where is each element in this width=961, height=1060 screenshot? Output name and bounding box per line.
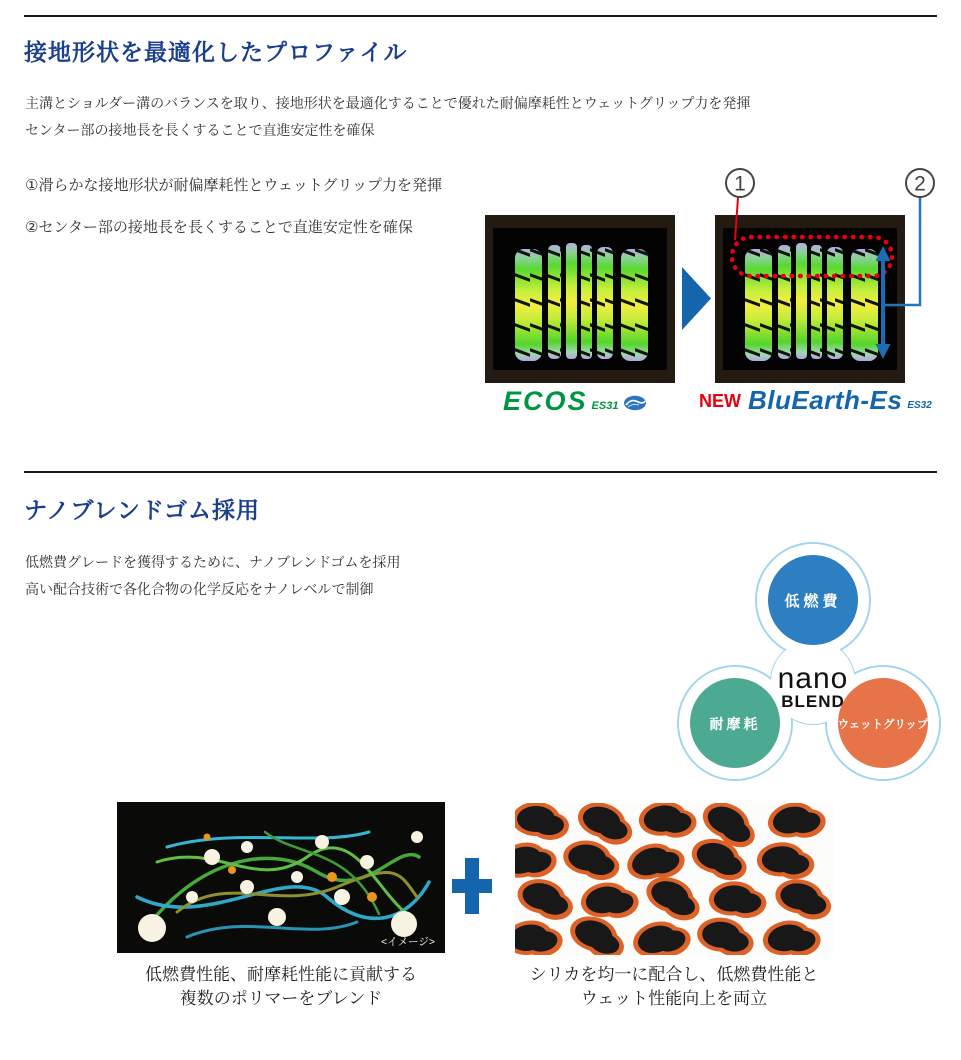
fuel-economy-label: 低燃費	[784, 593, 842, 610]
ecos-model-text: ES31	[591, 400, 619, 412]
contact-patch-before-image	[485, 215, 675, 383]
silica-caption-line-1: シリカを均一に配合し、低燃費性能と	[529, 965, 819, 984]
profile-paragraph-line-2: センター部の接地長を長くすることで直進安定性を確保	[25, 122, 375, 138]
nano-center-text: nano	[777, 662, 849, 695]
polymer-caption	[107, 963, 455, 1011]
callout-2-number: 2	[914, 172, 926, 196]
profile-point-1: ①滑らかな接地形状が耐偏摩耗性とウェットグリップ力を発揮	[25, 177, 442, 194]
bluearth-brand-text: BluEarth-Es	[748, 385, 903, 415]
silica-caption-line-2: ウェット性能向上を両立	[580, 989, 768, 1008]
profile-heading: 接地形状を最適化したプロファイル	[24, 39, 408, 65]
nano-blend-diagram	[670, 538, 960, 788]
arrow-right-icon	[682, 267, 711, 330]
silica-dispersion-figure	[515, 803, 833, 955]
eco-badge-icon	[623, 395, 647, 411]
profile-point-2: ②センター部の接地長を長くすることで直進安定性を確保	[25, 219, 413, 236]
ecos-logo	[503, 388, 647, 414]
ecos-brand-text: ECOS	[503, 386, 588, 416]
bluearth-model-text: ES32	[907, 400, 932, 411]
plus-icon	[452, 858, 492, 914]
section-divider-top	[24, 15, 937, 17]
callout-1-number: 1	[734, 172, 746, 196]
contact-patch-figure	[480, 160, 961, 392]
nano-heading: ナノブレンドゴム採用	[24, 497, 260, 523]
nano-paragraph-line-2: 高い配合技術で各化合物の化学反応をナノレベルで制御	[25, 581, 374, 597]
section-divider-middle	[24, 471, 937, 473]
new-tag-text: NEW	[699, 391, 741, 411]
polymer-caption-line-2: 複数のポリマーをブレンド	[179, 989, 383, 1008]
nano-paragraph-line-1: 低燃費グレードを獲得するために、ナノブレンドゴムを採用	[25, 554, 401, 570]
nano-paragraph	[25, 549, 401, 603]
wet-grip-label: ウェットグリップ	[837, 719, 929, 731]
bluearth-logo	[699, 385, 932, 415]
profile-paragraph-line-1: 主溝とショルダー溝のバランスを取り、接地形状を最適化することで優れた耐偏摩耗性とウェットグリップ力を発揮	[25, 95, 751, 111]
polymer-caption-line-1: 低燃費性能、耐摩耗性能に貢献する	[145, 965, 417, 984]
polymer-blend-figure	[117, 802, 445, 953]
profile-paragraph	[25, 90, 750, 144]
blend-center-text: BLEND	[781, 692, 845, 711]
silica-caption	[505, 963, 843, 1011]
image-note-label: <イメージ>	[381, 936, 435, 948]
wear-resistance-label: 耐摩耗	[709, 716, 761, 732]
